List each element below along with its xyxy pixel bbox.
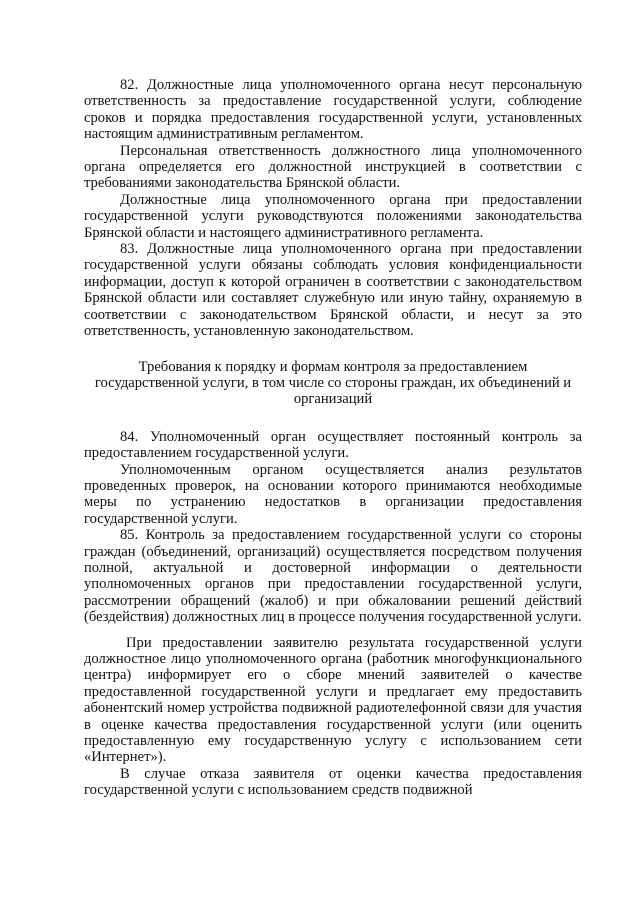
paragraph-83: 83. Должностные лица уполномоченного органа при предоставлении государственной услуги обязаны соблюдать условия конфиденциальности информации, доступ к которой ограничен в соответствии с законодательством Брянской области или составляет служебную или иную тайну, охраняемую в соответствии с законодательством Брянской области, и несут за это ответственность, установленную законодательством. — [84, 241, 582, 340]
section-heading-line-3: организаций — [293, 391, 373, 408]
paragraph-personal-responsibility: Персональная ответственность должностного лица уполномоченного органа определяется его должностной инструкцией в соответствии с требованиями законодательства Брянской области. — [84, 142, 582, 192]
section-heading — [84, 359, 582, 408]
document-body — [84, 77, 582, 799]
section-heading-line-2: государственной услуги, в том числе со стороны граждан, их объединений и — [94, 374, 572, 391]
paragraph-84: 84. Уполномоченный орган осуществляет постоянный контроль за предоставлением государственной услуги. — [84, 428, 582, 462]
paragraph-officials-guided: Должностные лица уполномоченного органа при предоставлении государственной услуги руководствуются положениями законодательства Брянской области и настоящего административного регламента. — [84, 191, 582, 241]
paragraph-82: 82. Должностные лица уполномоченного органа несут персональную ответственность за предоставление государственной услуги, соблюдение сроков и порядка предоставления государственной услуги, установленных настоящим административным регламентом. — [84, 77, 582, 143]
section-heading-line-1: Требования к порядку и формам контроля за предоставлением — [138, 358, 528, 375]
paragraph-refusal: В случае отказа заявителя от оценки качества предоставления государственной услуги с использованием средств подвижной — [84, 765, 582, 799]
paragraph-gap — [84, 626, 582, 635]
paragraph-result-provision: При предоставлении заявителю результата государственной услуги должностное лицо уполномоченного органа (работник многофункционального центра) информирует его о сборе мнений заявителей о качестве предоставленной государственной услуги и предлагает ему предоставить абонентский номер устройства подвижной радиотелефонной связи для участия в оценке качества предоставления государственной услуги (или оценить предоставленную ему государственную услугу с использованием сети «Интернет»). — [84, 634, 582, 766]
paragraph-analysis: Уполномоченным органом осуществляется анализ результатов проведенных проверок, на основании которого принимаются необходимые меры по устранению недостатков в организации предоставления государственной услуги. — [84, 461, 582, 527]
paragraph-85: 85. Контроль за предоставлением государственной услуги со стороны граждан (объединений, организаций) осуществляется посредством получения полной, актуальной и достоверной информации о деятельности уполномоченных органов при предоставлении государственной услуги, рассмотрении обращений (жалоб) и при обжаловании решений действий (бездействия) должностных лиц в процессе получения государственной услуги. — [84, 527, 582, 626]
